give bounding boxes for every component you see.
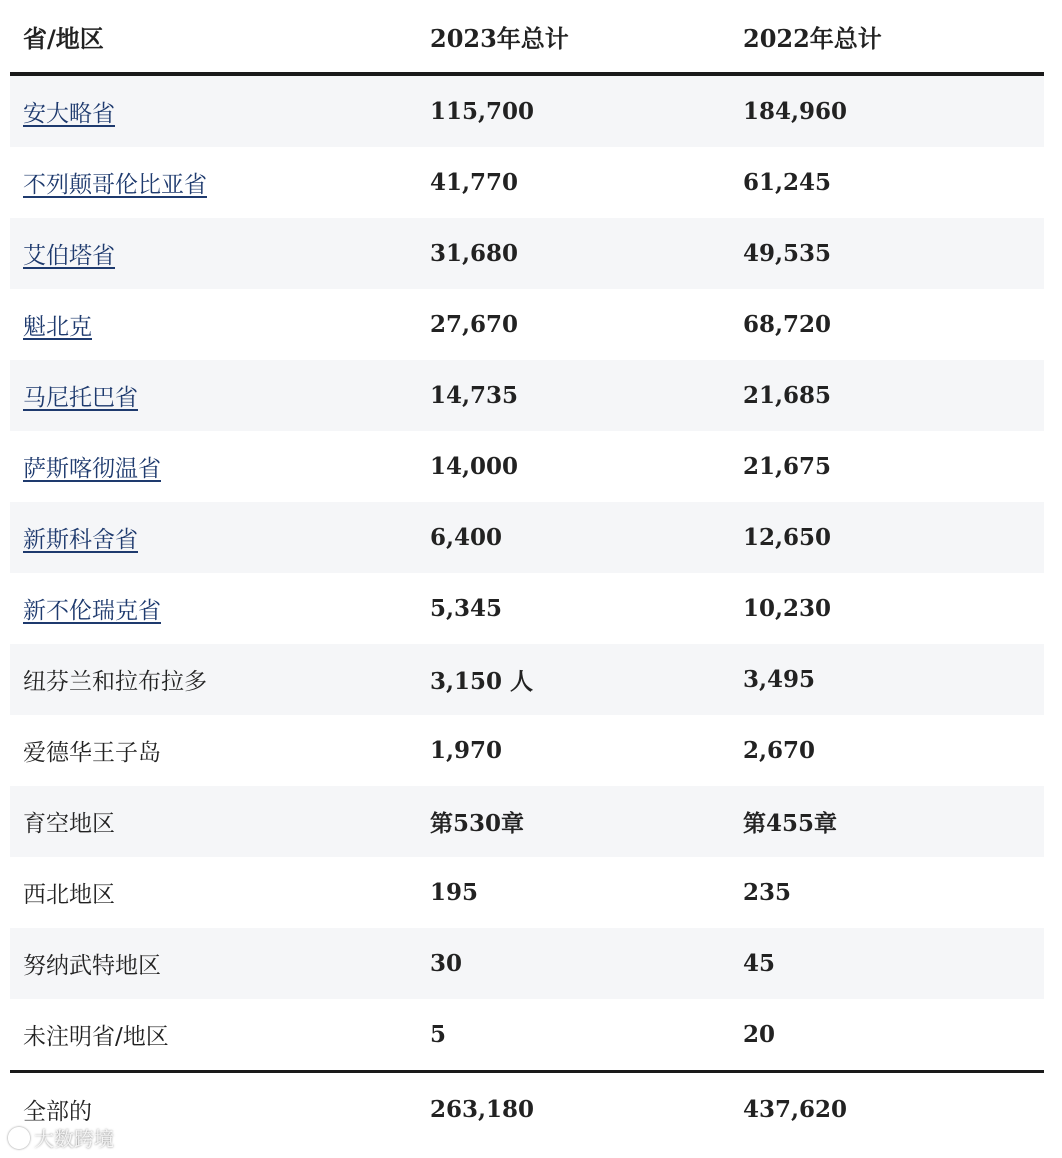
value-2023-cell: 14,000 — [430, 453, 519, 480]
value-2022-cell: 68,720 — [743, 311, 832, 338]
value-2023-cell: 6,400 — [430, 524, 503, 551]
value-2023-cell: 41,770 — [430, 169, 519, 196]
region-cell — [10, 876, 417, 909]
value-2022-cell: 12,650 — [743, 524, 832, 551]
region-cell — [10, 450, 417, 483]
region-label: 纽芬兰和拉布拉多 — [23, 669, 207, 695]
table-row — [10, 999, 1044, 1070]
value-2022-cell: 20 — [743, 1021, 776, 1048]
table-row — [10, 502, 1044, 573]
table-row — [10, 786, 1044, 857]
value-2022-cell: 45 — [743, 950, 776, 977]
value-2022-cell: 49,535 — [743, 240, 832, 267]
value-2022-cell: 10,230 — [743, 595, 832, 622]
table-header-row — [10, 0, 1044, 76]
table-body — [10, 76, 1044, 1070]
table-row — [10, 431, 1044, 502]
value-2023-cell: 27,670 — [430, 311, 519, 338]
header-2022-total: 2022年总计 — [743, 23, 882, 53]
value-2023-cell: 3,150 人 — [430, 668, 534, 695]
value-2023-cell: 14,735 — [430, 382, 519, 409]
total-label: 全部的 — [23, 1099, 92, 1125]
table-row — [10, 857, 1044, 928]
region-label: 未注明省/地区 — [23, 1024, 169, 1050]
value-2022-cell: 第455章 — [743, 810, 838, 837]
watermark-text: 大数跨境 — [34, 1127, 114, 1151]
total-2022: 437,620 — [743, 1096, 848, 1123]
total-row — [10, 1070, 1044, 1146]
header-2023-total: 2023年总计 — [430, 23, 569, 53]
region-link[interactable]: 不列颠哥伦比亚省 — [23, 172, 207, 198]
region-cell — [10, 947, 417, 980]
region-cell — [10, 521, 417, 554]
value-2022-cell: 2,670 — [743, 737, 816, 764]
value-2022-cell: 3,495 — [743, 666, 816, 693]
value-2022-cell: 184,960 — [743, 98, 848, 125]
table-row — [10, 573, 1044, 644]
table-row — [10, 289, 1044, 360]
region-label: 育空地区 — [23, 811, 115, 837]
value-2023-cell: 30 — [430, 950, 463, 977]
region-label: 爱德华王子岛 — [23, 740, 161, 766]
table-row — [10, 76, 1044, 147]
region-link[interactable]: 安大略省 — [23, 101, 115, 127]
table-row — [10, 928, 1044, 999]
table-row — [10, 644, 1044, 715]
value-2023-cell: 115,700 — [430, 98, 535, 125]
region-cell — [10, 734, 417, 767]
value-2023-cell: 195 — [430, 879, 479, 906]
region-link[interactable]: 马尼托巴省 — [23, 385, 138, 411]
value-2022-cell: 21,685 — [743, 382, 832, 409]
region-cell — [10, 379, 417, 412]
value-2023-cell: 5,345 — [430, 595, 503, 622]
watermark-logo-icon — [8, 1127, 30, 1149]
region-link[interactable]: 萨斯喀彻温省 — [23, 456, 161, 482]
region-cell — [10, 1018, 417, 1051]
region-label: 努纳武特地区 — [23, 953, 161, 979]
region-cell — [10, 237, 417, 270]
region-link[interactable]: 艾伯塔省 — [23, 243, 115, 269]
region-cell — [10, 95, 417, 128]
region-cell — [10, 166, 417, 199]
total-2023: 263,180 — [430, 1096, 535, 1123]
header-region: 省/地区 — [23, 24, 104, 53]
value-2022-cell: 21,675 — [743, 453, 832, 480]
value-2022-cell: 61,245 — [743, 169, 832, 196]
value-2023-cell: 5 — [430, 1021, 447, 1048]
watermark — [8, 1123, 114, 1152]
region-label: 西北地区 — [23, 882, 115, 908]
region-link[interactable]: 新斯科舍省 — [23, 527, 138, 553]
region-cell — [10, 805, 417, 838]
value-2023-cell: 31,680 — [430, 240, 519, 267]
region-cell — [10, 308, 417, 341]
table-row — [10, 715, 1044, 786]
data-table — [10, 0, 1044, 1146]
region-link[interactable]: 新不伦瑞克省 — [23, 598, 161, 624]
region-link[interactable]: 魁北克 — [23, 314, 92, 340]
region-cell — [10, 663, 417, 696]
table-row — [10, 218, 1044, 289]
value-2022-cell: 235 — [743, 879, 792, 906]
value-2023-cell: 1,970 — [430, 737, 503, 764]
value-2023-cell: 第530章 — [430, 810, 525, 837]
table-row — [10, 360, 1044, 431]
region-cell — [10, 592, 417, 625]
table-row — [10, 147, 1044, 218]
